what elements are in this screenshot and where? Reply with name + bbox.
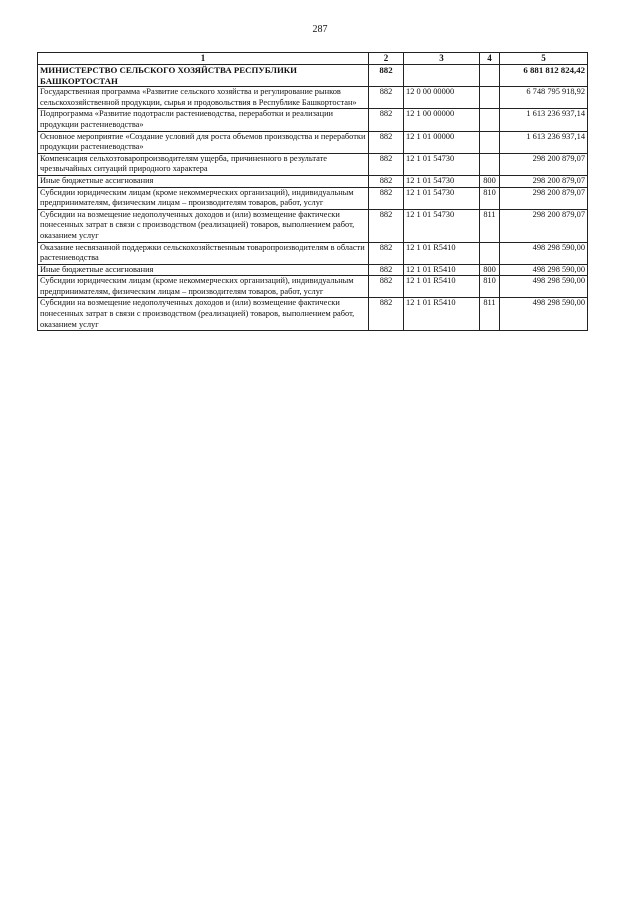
row-name-cell: Субсидии на возмещение недополученных доходов и (или) возмещение фактически понесенных затрат в связи с производством (реализацией) товаров, выполнением работ, оказанием услуг [38, 209, 369, 242]
row-csr-cell: 12 1 00 00000 [404, 109, 480, 131]
row-sum-cell: 298 200 879,07 [500, 175, 588, 187]
row-vr-cell [480, 131, 500, 153]
row-csr-cell: 12 1 01 R5410 [404, 264, 480, 276]
row-csr-cell: 12 1 01 54730 [404, 153, 480, 175]
table-header-row [38, 53, 588, 65]
table-row [38, 298, 588, 331]
row-name-cell: Субсидии юридическим лицам (кроме некоммерческих организаций), индивидуальным предпринимателям, физическим лицам – производителям товаров, работ, услуг [38, 276, 369, 298]
row-gr-cell: 882 [369, 131, 404, 153]
row-vr-cell [480, 109, 500, 131]
row-sum-cell: 498 298 590,00 [500, 264, 588, 276]
row-vr-cell: 811 [480, 209, 500, 242]
row-csr-cell: 12 1 01 54730 [404, 209, 480, 242]
row-vr-cell: 810 [480, 276, 500, 298]
row-gr-cell: 882 [369, 109, 404, 131]
header-col-3: 3 [404, 53, 480, 65]
table-row [38, 109, 588, 131]
row-vr-cell [480, 65, 500, 87]
row-csr-cell: 12 1 01 54730 [404, 187, 480, 209]
row-gr-cell: 882 [369, 175, 404, 187]
row-gr-cell: 882 [369, 264, 404, 276]
row-gr-cell: 882 [369, 276, 404, 298]
row-sum-cell: 1 613 236 937,14 [500, 131, 588, 153]
row-sum-cell: 498 298 590,00 [500, 242, 588, 264]
row-name-cell: Основное мероприятие «Создание условий для роста объемов производства и переработки продукции растениеводства» [38, 131, 369, 153]
row-csr-cell: 12 1 01 00000 [404, 131, 480, 153]
row-sum-cell: 1 613 236 937,14 [500, 109, 588, 131]
row-gr-cell: 882 [369, 298, 404, 331]
row-csr-cell: 12 1 01 R5410 [404, 242, 480, 264]
table-row [38, 187, 588, 209]
row-sum-cell: 498 298 590,00 [500, 298, 588, 331]
row-gr-cell: 882 [369, 209, 404, 242]
header-col-2: 2 [369, 53, 404, 65]
row-name-cell: Компенсация сельхозтоваропроизводителям ущерба, причиненного в результате чрезвычайных ситуаций природного характера [38, 153, 369, 175]
row-vr-cell: 811 [480, 298, 500, 331]
row-sum-cell: 298 200 879,07 [500, 153, 588, 175]
row-csr-cell [404, 65, 480, 87]
row-csr-cell: 12 1 01 R5410 [404, 298, 480, 331]
budget-table [37, 52, 588, 331]
row-vr-cell: 800 [480, 264, 500, 276]
row-vr-cell: 800 [480, 175, 500, 187]
table-body [38, 65, 588, 331]
row-name-cell: Оказание несвязанной поддержки сельскохозяйственным товаропроизводителям в области растениеводства [38, 242, 369, 264]
row-csr-cell: 12 1 01 R5410 [404, 276, 480, 298]
row-gr-cell: 882 [369, 87, 404, 109]
header-col-5: 5 [500, 53, 588, 65]
row-name-cell: Иные бюджетные ассигнования [38, 264, 369, 276]
row-name-cell: Иные бюджетные ассигнования [38, 175, 369, 187]
row-gr-cell: 882 [369, 187, 404, 209]
table-row [38, 276, 588, 298]
row-sum-cell: 6 748 795 918,92 [500, 87, 588, 109]
row-csr-cell: 12 1 01 54730 [404, 175, 480, 187]
table-row [38, 264, 588, 276]
header-col-4: 4 [480, 53, 500, 65]
table-row [38, 65, 588, 87]
row-name-cell: Подпрограмма «Развитие подотрасли растениеводства, переработки и реализации продукции растениеводства» [38, 109, 369, 131]
table-row [38, 153, 588, 175]
table-row [38, 242, 588, 264]
row-name-cell: Государственная программа «Развитие сельского хозяйства и регулирование рынков сельскохозяйственной продукции, сырья и продовольствия в Республике Башкортостан» [38, 87, 369, 109]
row-name-cell: МИНИСТЕРСТВО СЕЛЬСКОГО ХОЗЯЙСТВА РЕСПУБЛИКИ БАШКОРТОСТАН [38, 65, 369, 87]
row-sum-cell: 298 200 879,07 [500, 209, 588, 242]
table-row [38, 87, 588, 109]
header-col-1: 1 [38, 53, 369, 65]
row-sum-cell: 6 881 812 824,42 [500, 65, 588, 87]
row-name-cell: Субсидии юридическим лицам (кроме некоммерческих организаций), индивидуальным предпринимателям, физическим лицам – производителям товаров, работ, услуг [38, 187, 369, 209]
table-row [38, 131, 588, 153]
row-sum-cell: 298 200 879,07 [500, 187, 588, 209]
row-sum-cell: 498 298 590,00 [500, 276, 588, 298]
table-row [38, 175, 588, 187]
table-row [38, 209, 588, 242]
row-name-cell: Субсидии на возмещение недополученных доходов и (или) возмещение фактически понесенных затрат в связи с производством (реализацией) товаров, выполнением работ, оказанием услуг [38, 298, 369, 331]
row-gr-cell: 882 [369, 153, 404, 175]
row-vr-cell [480, 153, 500, 175]
page-number: 287 [312, 24, 328, 35]
row-gr-cell: 882 [369, 65, 404, 87]
row-csr-cell: 12 0 00 00000 [404, 87, 480, 109]
row-gr-cell: 882 [369, 242, 404, 264]
row-vr-cell [480, 242, 500, 264]
row-vr-cell: 810 [480, 187, 500, 209]
row-vr-cell [480, 87, 500, 109]
